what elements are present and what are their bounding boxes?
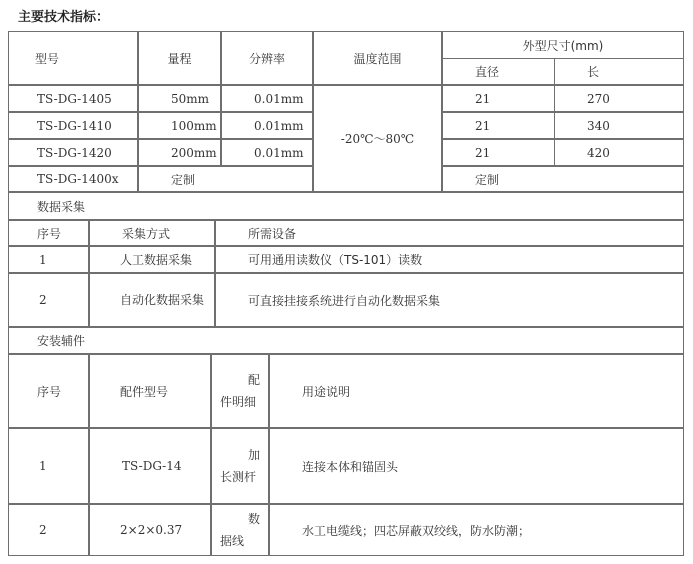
acc-model: 2×2×0.37 <box>89 504 211 556</box>
spec-resolution: 0.01mm <box>221 85 313 112</box>
spec-dimensions-custom: 定制 <box>442 166 684 192</box>
spec-range-custom: 定制 <box>138 166 313 192</box>
spec-resolution: 0.01mm <box>221 112 313 139</box>
acc-detail: 加长测杆 <box>211 428 269 504</box>
acc-usage: 水工电缆线；四芯屏蔽双绞线，防水防潮； <box>269 504 684 556</box>
spec-model: TS-DG-1420 <box>8 139 138 166</box>
acc-model: TS-DG-14 <box>89 428 211 504</box>
acq-header-method: 采集方式 <box>89 220 215 246</box>
accessories-title: 安装辅件 <box>8 327 684 354</box>
acq-no: 2 <box>8 273 89 327</box>
spec-length: 270 <box>554 85 684 112</box>
header-range: 量程 <box>138 31 221 85</box>
spec-model-custom: TS-DG-1400x <box>8 166 138 192</box>
acc-usage: 连接本体和锚固头 <box>269 428 684 504</box>
acc-header-usage: 用途说明 <box>269 354 684 428</box>
acq-equipment: 可直接挂接系统进行自动化数据采集 <box>215 273 684 327</box>
spec-resolution: 0.01mm <box>221 139 313 166</box>
header-dimensions: 外型尺寸(mm) <box>442 31 684 59</box>
acc-no: 1 <box>8 428 89 504</box>
acc-no: 2 <box>8 504 89 556</box>
section-heading: 主要技术指标： <box>18 10 110 25</box>
acc-detail: 数据线 <box>211 504 269 556</box>
acc-header-detail: 配件明细 <box>211 354 269 428</box>
acc-header-model: 配件型号 <box>89 354 211 428</box>
temp-range-value: -20℃～80℃ <box>313 85 442 192</box>
header-temp-range: 温度范围 <box>313 31 442 85</box>
acq-method: 人工数据采集 <box>89 246 215 273</box>
spec-model: TS-DG-1405 <box>8 85 138 112</box>
header-resolution: 分辨率 <box>221 31 313 85</box>
acq-no: 1 <box>8 246 89 273</box>
acq-method: 自动化数据采集 <box>89 273 215 327</box>
acc-header-no: 序号 <box>8 354 89 428</box>
spec-range: 200mm <box>138 139 221 166</box>
header-model: 型号 <box>8 31 138 85</box>
header-diameter: 直径 <box>442 58 555 85</box>
spec-length: 420 <box>554 139 684 166</box>
header-length: 长 <box>554 58 684 85</box>
spec-diameter: 21 <box>442 112 555 139</box>
acq-header-equipment: 所需设备 <box>215 220 684 246</box>
spec-range: 50mm <box>138 85 221 112</box>
spec-range: 100mm <box>138 112 221 139</box>
spec-diameter: 21 <box>442 85 555 112</box>
spec-length: 340 <box>554 112 684 139</box>
spec-diameter: 21 <box>442 139 555 166</box>
acq-equipment: 可用通用读数仪（TS-101）读数 <box>215 246 684 273</box>
acq-header-no: 序号 <box>8 220 89 246</box>
acquisition-title: 数据采集 <box>8 192 684 220</box>
spec-model: TS-DG-1410 <box>8 112 138 139</box>
